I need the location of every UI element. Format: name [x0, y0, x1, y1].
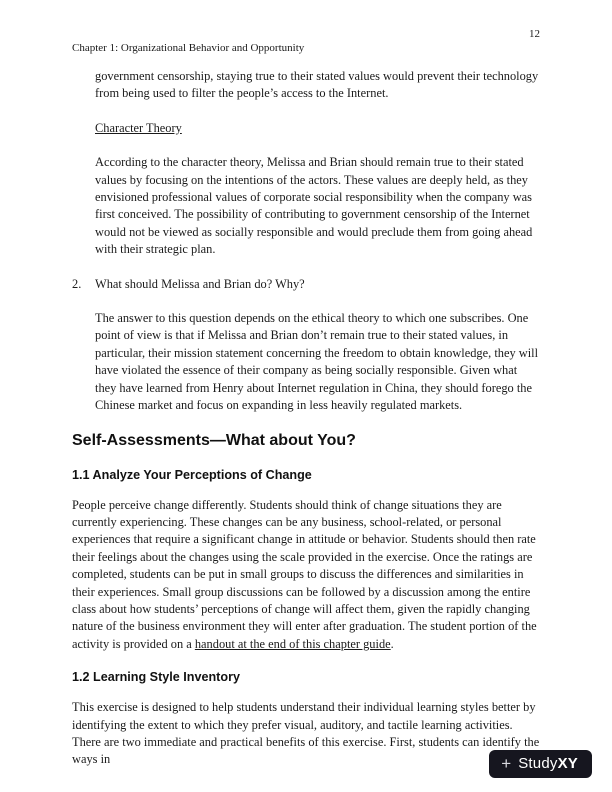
- paragraph-1-1-body-main: People perceive change differently. Students should think of change situations they are currently experiencing. These changes can be any business, school-related, or personal experiences that require a significant change in attitude or behavior. Students should then rate their feelings about the changes using the scale provided in the exercise. Once the ratings are completed, students can be put in small groups to discuss the differences and similarities in their experiences. Small group discussions can be followed by a discussion among the entire class about how students’ perceptions of change will affect them, given the rapidly changing nature of the business environment they will enter after graduation. The student portion of the activity is provided on a: [72, 497, 537, 651]
- question-2-text: What should Melissa and Brian do? Why?: [95, 276, 305, 291]
- paragraph-intro-continuation: government censorship, staying true to their stated values would prevent their technology from being used to filter the people’s access to the Internet.: [95, 69, 539, 101]
- section-heading-self-assessments: Self-Assessments—What about You?: [72, 431, 356, 449]
- subheading-1-2-learning-style-inventory: 1.2 Learning Style Inventory: [72, 670, 240, 685]
- logo-text-xy: XY: [557, 755, 578, 772]
- page-number: 12: [529, 28, 540, 40]
- character-theory-heading: Character Theory: [95, 120, 182, 135]
- plus-icon: +: [501, 754, 512, 773]
- subheading-1-1-perceptions-of-change: 1.1 Analyze Your Perceptions of Change: [72, 467, 312, 482]
- question-2-item: [72, 276, 540, 293]
- logo-text-study: Study: [518, 755, 558, 772]
- running-header: Chapter 1: Organizational Behavior and Opportunity: [72, 42, 305, 54]
- paragraph-1-1-body-end: .: [390, 636, 394, 651]
- question-2-number: 2.: [72, 276, 82, 291]
- paragraph-1-2-body: This exercise is designed to help students understand their individual learning styles better by identifying the extent to which they prefer visual, auditory, and tactile learning activities. There are two immediate and practical benefits of this exercise. First, students can identify the ways in: [72, 700, 540, 767]
- paragraph-character-theory: According to the character theory, Melissa and Brian should remain true to their stated values by focusing on the intentions of the actors. These values are deeply held, as they envisioned professional values of corporate social responsibility when the company was first conceived. The possibility of contributing to government censorship of the Internet would not be viewed as socially responsible and would preclude them from going ahead with their strategic plan.: [95, 155, 533, 257]
- studyxy-logo: [489, 750, 592, 778]
- paragraph-question-2-answer: The answer to this question depends on the ethical theory to which one subscribes. One point of view is that if Melissa and Brian don’t remain true to their stated values, in particular, their mission statement concerning the freedom to obtain knowledge, they will have violated the essence of their company as being socially responsible. Given what they have learned from Henry about Internet regulation in China, they should forego the Chinese market and focus on expanding in less heavily regulated markets.: [95, 311, 539, 413]
- studyxy-logo-text: [518, 755, 578, 772]
- paragraph-1-1-body: [72, 497, 540, 654]
- handout-underlined-text: handout at the end of this chapter guide: [194, 636, 391, 651]
